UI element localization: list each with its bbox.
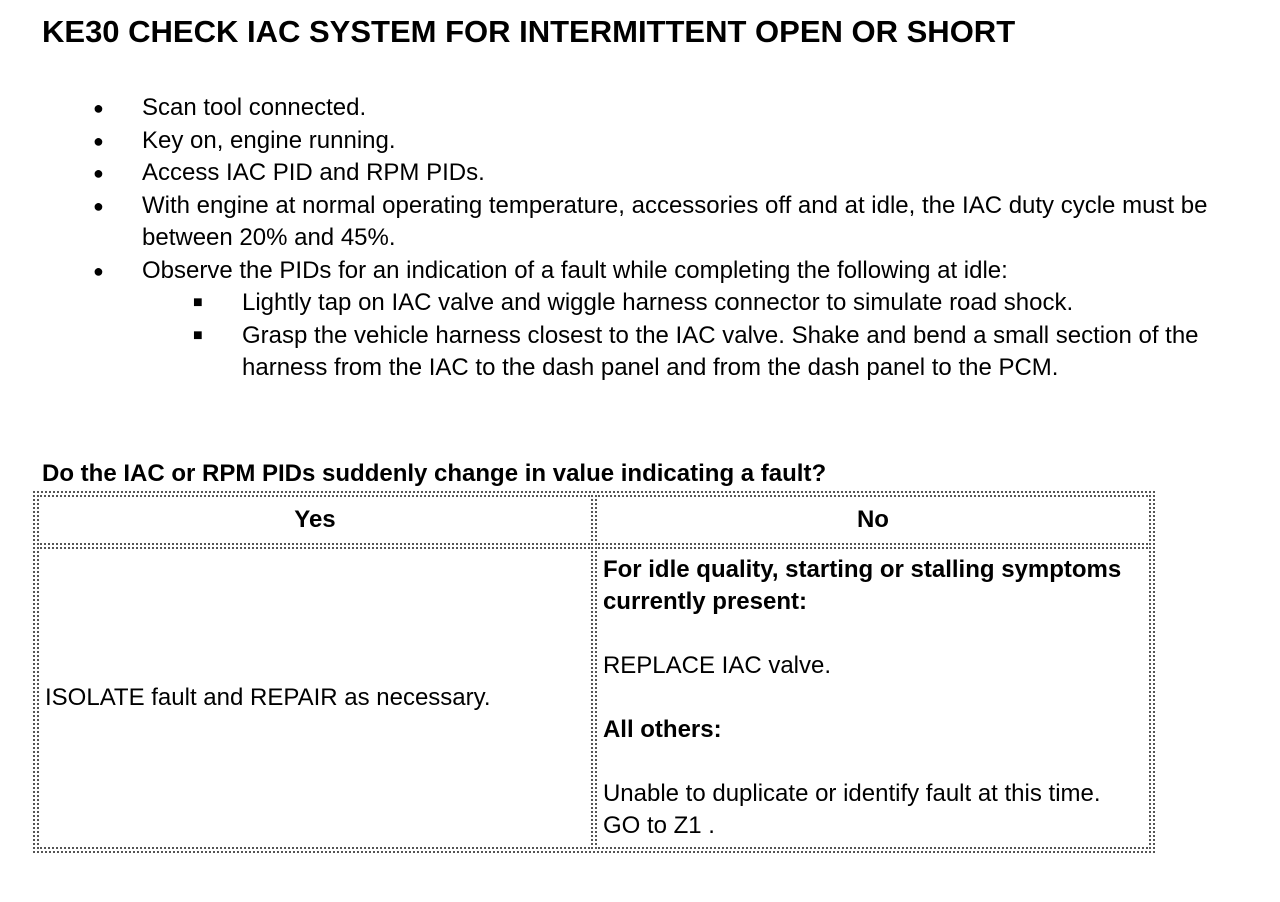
no-action-goto: Unable to duplicate or identify fault at this time. GO to Z1 . bbox=[602, 780, 1101, 839]
sub-list-item bbox=[142, 320, 1242, 385]
yes-cell: ISOLATE fault and REPAIR as necessary. bbox=[37, 547, 593, 849]
step-text: Observe the PIDs for an indication of a fault while completing the following at idle: bbox=[142, 256, 1008, 284]
question-heading: Do the IAC or RPM PIDs suddenly change in value indicating a fault? bbox=[42, 460, 827, 487]
list-item bbox=[0, 255, 1222, 385]
list-item bbox=[0, 190, 1222, 255]
page-title: KE30 CHECK IAC SYSTEM FOR INTERMITTENT OPEN OR SHORT bbox=[42, 14, 1016, 49]
column-header-no: No bbox=[595, 495, 1151, 545]
table-row bbox=[37, 547, 1151, 849]
step-text: With engine at normal operating temperature, accessories off and at idle, the IAC duty cycle must be between 20% and 45%. bbox=[142, 191, 1208, 251]
substep-text: Lightly tap on IAC valve and wiggle harness connector to simulate road shock. bbox=[242, 289, 1074, 316]
square-bullet-icon: ■ bbox=[193, 326, 203, 344]
no-heading-current-symptoms: For idle quality, starting or stalling symptoms currently present: bbox=[602, 556, 1122, 615]
step-text: Access IAC PID and RPM PIDs. bbox=[142, 159, 485, 186]
sub-list-item bbox=[142, 287, 1242, 320]
table-header-row bbox=[37, 495, 1151, 545]
sub-steps bbox=[142, 287, 1222, 385]
no-cell bbox=[595, 547, 1151, 849]
list-item bbox=[0, 157, 1222, 190]
step-text: Scan tool connected. bbox=[142, 94, 367, 121]
list-item bbox=[0, 125, 1222, 158]
yes-no-table bbox=[33, 491, 1155, 853]
list-item bbox=[0, 92, 1222, 125]
step-text: Key on, engine running. bbox=[142, 126, 396, 154]
square-bullet-icon: ■ bbox=[193, 294, 203, 311]
no-heading-all-others: All others: bbox=[602, 716, 722, 743]
procedure-steps bbox=[0, 92, 1280, 385]
bullet-icon: ● bbox=[93, 130, 104, 151]
bullet-icon: ● bbox=[93, 260, 104, 281]
bullet-icon: ● bbox=[93, 98, 104, 118]
column-header-yes: Yes bbox=[37, 495, 593, 545]
bullet-icon: ● bbox=[93, 195, 104, 216]
substep-text: Grasp the vehicle harness closest to the IAC valve. Shake and bend a small section of the harness from the IAC to the dash panel and from the dash panel to the PCM. bbox=[242, 321, 1199, 381]
bullet-icon: ● bbox=[93, 163, 104, 183]
no-action-replace: REPLACE IAC valve. bbox=[602, 652, 832, 679]
